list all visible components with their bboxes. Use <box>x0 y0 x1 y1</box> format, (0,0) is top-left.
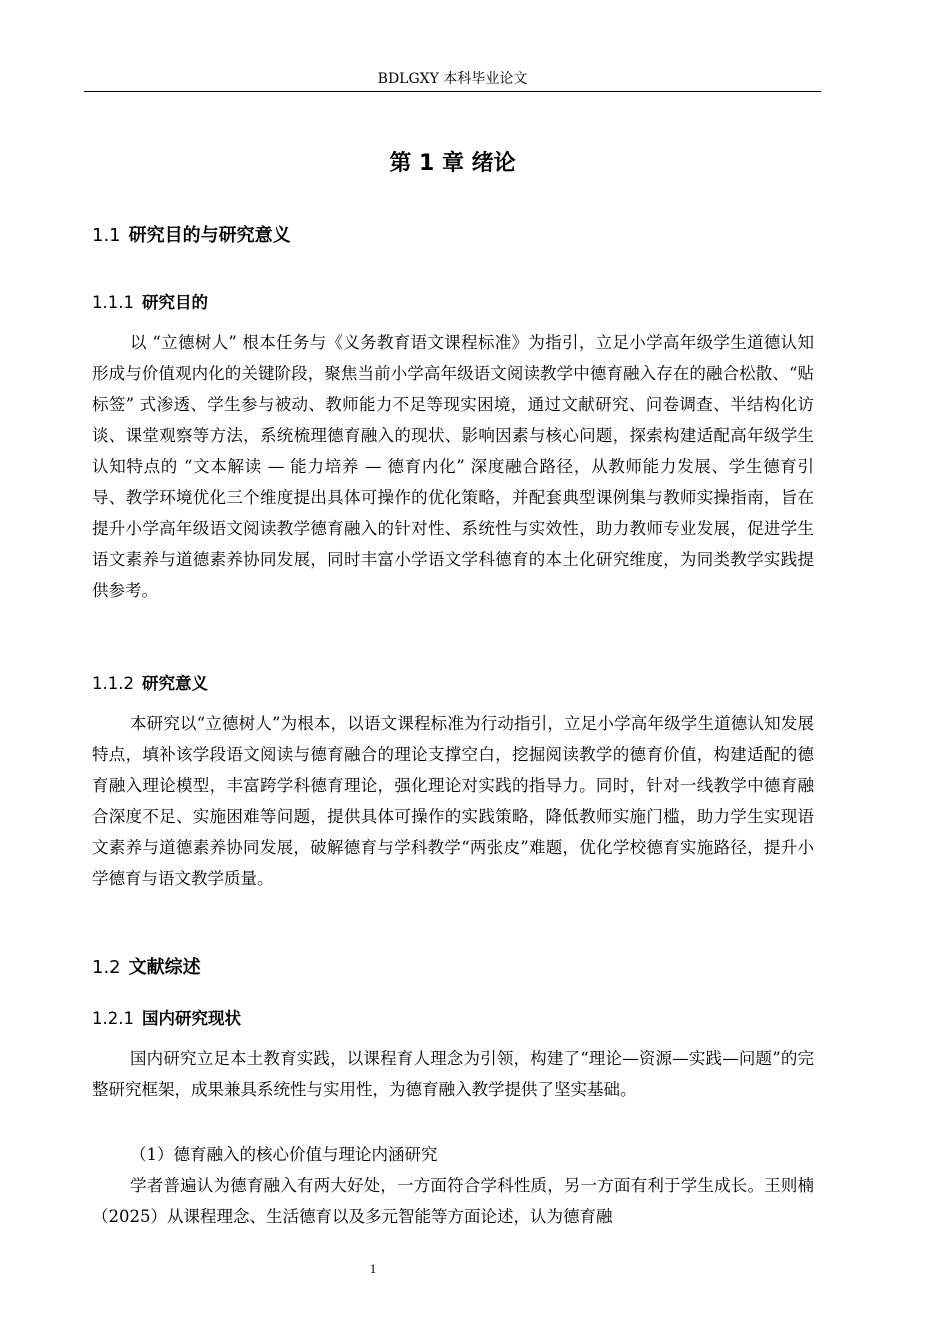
section-heading-1-1 <box>92 224 291 248</box>
list-item-core-value: （1）德育融入的核心价值与理论内涵研究 <box>130 1145 438 1164</box>
section-number: 1.1.1 <box>92 293 134 312</box>
paragraph-research-significance: 本研究以“立德树人”为根本，以语文课程标准为行动指引，立足小学高年级学生道德认知发展特点，填补该学段语文阅读与德育融合的理论支撑空白，挖掘阅读教学的德育价值，构建适配的德育融入理论模型，丰富跨学科德育理论，强化理论对实践的指导力。同时，针对一线教学中德育融合深度不足、实施困难等问题，提供具体可操作的实践策略，降低教师实施门槛，助力学生实现语文素养与道德素养协同发展，破解德育与学科教学“两张皮”难题，优化学校德育实施路径，提升小学德育与语文教学质量。 <box>92 714 814 888</box>
page-number: 1 <box>369 1261 377 1276</box>
header-rule <box>84 91 821 92</box>
paragraph-domestic-research: 国内研究立足本土教育实践，以课程育人理念为引领，构建了“理论—资源—实践—问题”的完整研究框架，成果兼具系统性与实用性，为德育融入教学提供了坚实基础。 <box>92 1049 814 1099</box>
section-number: 1.2.1 <box>92 1009 134 1028</box>
section-heading-1-2 <box>92 956 201 980</box>
section-title: 研究目的与研究意义 <box>128 225 291 246</box>
section-title: 研究意义 <box>141 674 208 693</box>
section-number: 1.2 <box>92 957 121 978</box>
section-heading-1-1-2 <box>92 673 208 695</box>
section-title: 国内研究现状 <box>141 1009 241 1028</box>
chapter-title: 第 1 章 绪论 <box>389 151 516 176</box>
paragraph-core-value: 学者普遍认为德育融入有两大好处，一方面符合学科性质，另一方面有利于学生成长。王则楠（2025）从课程理念、生活德育以及多元智能等方面论述，认为德育融 <box>92 1176 814 1226</box>
section-heading-1-2-1 <box>92 1008 241 1030</box>
running-header: BDLGXY 本科毕业论文 <box>377 71 528 87</box>
section-title: 研究目的 <box>141 293 208 312</box>
section-heading-1-1-1 <box>92 292 208 314</box>
section-number: 1.1.2 <box>92 674 134 693</box>
section-number: 1.1 <box>92 225 121 246</box>
section-title: 文献综述 <box>128 957 201 978</box>
paragraph-research-purpose: 以 “立德树人” 根本任务与《义务教育语文课程标准》为指引，立足小学高年级学生道德认知形成与价值观内化的关键阶段，聚焦当前小学高年级语文阅读教学中德育融入存在的融合松散、“贴标签” 式渗透、学生参与被动、教师能力不足等现实困境，通过文献研究、问卷调查、半结构化访谈、课堂观察等方法，系统梳理德育融入的现状、影响因素与核心问题，探索构建适配高年级学生认知特点的 “文本解读 — 能力培养 — 德育内化” 深度融合路径，从教师能力发展、学生德育引导、教学环境优化三个维度提出具体可操作的优化策略，并配套典型课例集与教师实操指南，旨在提升小学高年级语文阅读教学德育融入的针对性、系统性与实效性，助力教师专业发展，促进学生语文素养与道德素养协同发展，同时丰富小学语文学科德育的本土化研究维度，为同类教学实践提供参考。 <box>92 333 814 600</box>
